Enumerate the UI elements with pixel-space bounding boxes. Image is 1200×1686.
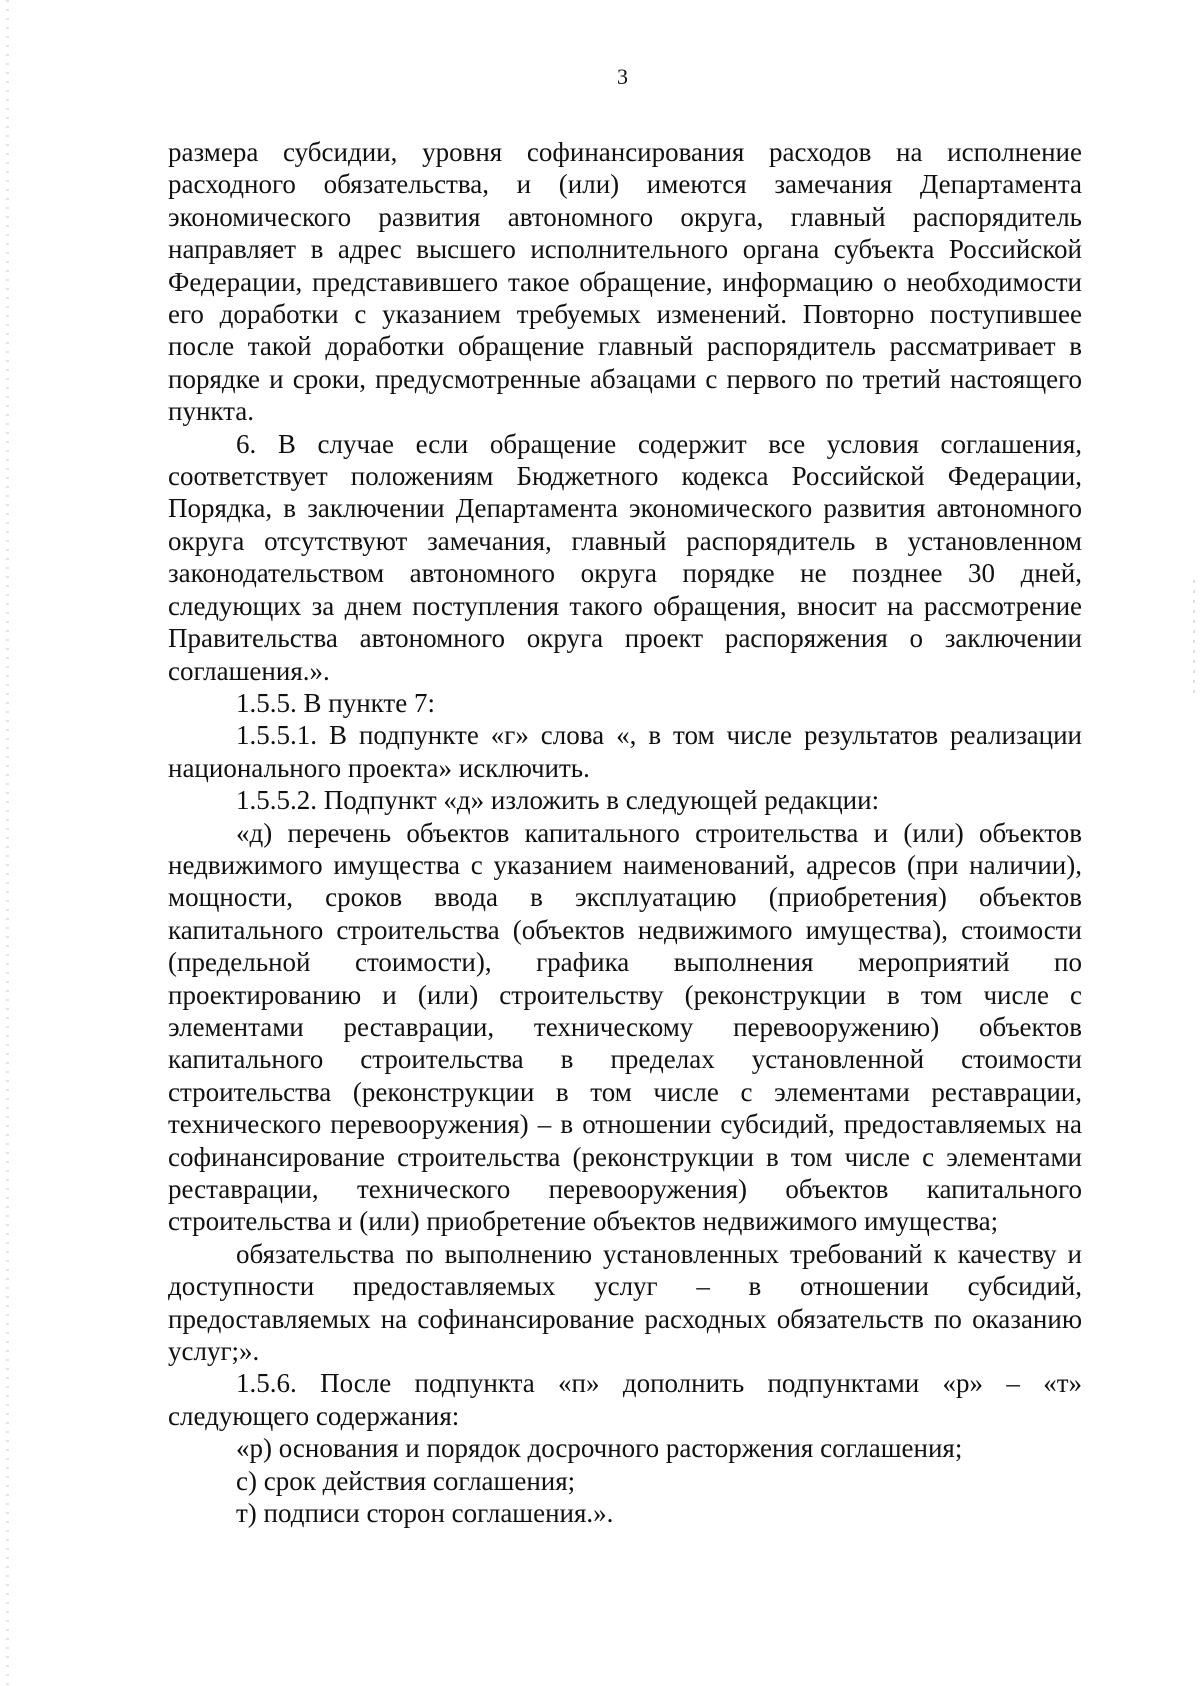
paragraph-continuation: размера субсидии, уровня софинансирования расходов на исполнение расходного обязательства, и (или) имеются замечания Департамента экономического развития автономного округа, главный распорядитель направляет в адрес высшего исполнительного органа субъекта Российской Федерации, представившего такое обращение, информацию о необходимости его доработки с указанием требуемых изменений. Повторно поступившее после такой доработки обращение главный распорядитель рассматривает в порядке и сроки, предусмотренные абзацами с первого по третий настоящего пункта. [168,137,1082,427]
paragraph-1-5-5: 1.5.5. В пункте 7: [236,687,435,718]
scan-edge-left [6,0,9,1686]
subpoint-t: т) подписи сторон соглашения.». [236,1498,614,1529]
paragraph-6: 6. В случае если обращение содержит все условия соглашения, соответствует положениям Бюджетного кодекса Российской Федерации, Порядка, в заключении Департамента экономического развития автономного округа отсутствуют замечания, главный распорядитель в установленном законодательством автономного округа порядке не позднее 30 дней, следующих за днем поступления такого обращения, вносит на рассмотрение Правительства автономного округа проект распоряжения о заключении соглашения.». [168,428,1082,686]
subpoint-d: «д) перечень объектов капитального строительства и (или) объектов недвижимого имущества с указанием наименований, адресов (при наличии), мощности, сроков ввода в эксплуатацию (приобретения) объектов капитального строительства (объектов недвижимого имущества), стоимости (предельной стоимости), графика выполнения мероприятий по проектированию и (или) строительству (реконструкции в том числе с элементами реставрации, техническому перевооружению) объектов капитального строительства в пределах установленной стоимости строительства (реконструкции в том числе с элементами реставрации, технического перевооружения) – в отношении субсидий, предоставляемых на софинансирование строительства (реконструкции в том числе с элементами реставрации, технического перевооружения) объектов капитального строительства и (или) приобретение объектов недвижимого имущества; [168,817,1082,1237]
page-number: 3 [617,64,628,89]
paragraph-obligations: обязательства по выполнению установленных требований к качеству и доступности предоставляемых услуг – в отношении субсидий, предоставляемых на софинансирование расходных обязательств по оказанию услуг;». [168,1238,1082,1367]
paragraph-1-5-5-2: 1.5.5.2. Подпункт «д» изложить в следующей редакции: [236,785,880,816]
document-body [168,136,1082,1529]
paragraph-1-5-5-1: 1.5.5.1. В подпункте «г» слова «, в том числе результатов реализации национального проекта» исключить. [168,720,1082,783]
subpoint-s: с) срок действия соглашения; [236,1465,576,1496]
scan-edge-right [1193,580,1195,700]
subpoint-r: «р) основания и порядок досрочного расторжения соглашения; [236,1433,963,1464]
paragraph-1-5-6: 1.5.6. После подпункта «п» дополнить подпунктами «р» – «т» следующего содержания: [168,1368,1082,1431]
